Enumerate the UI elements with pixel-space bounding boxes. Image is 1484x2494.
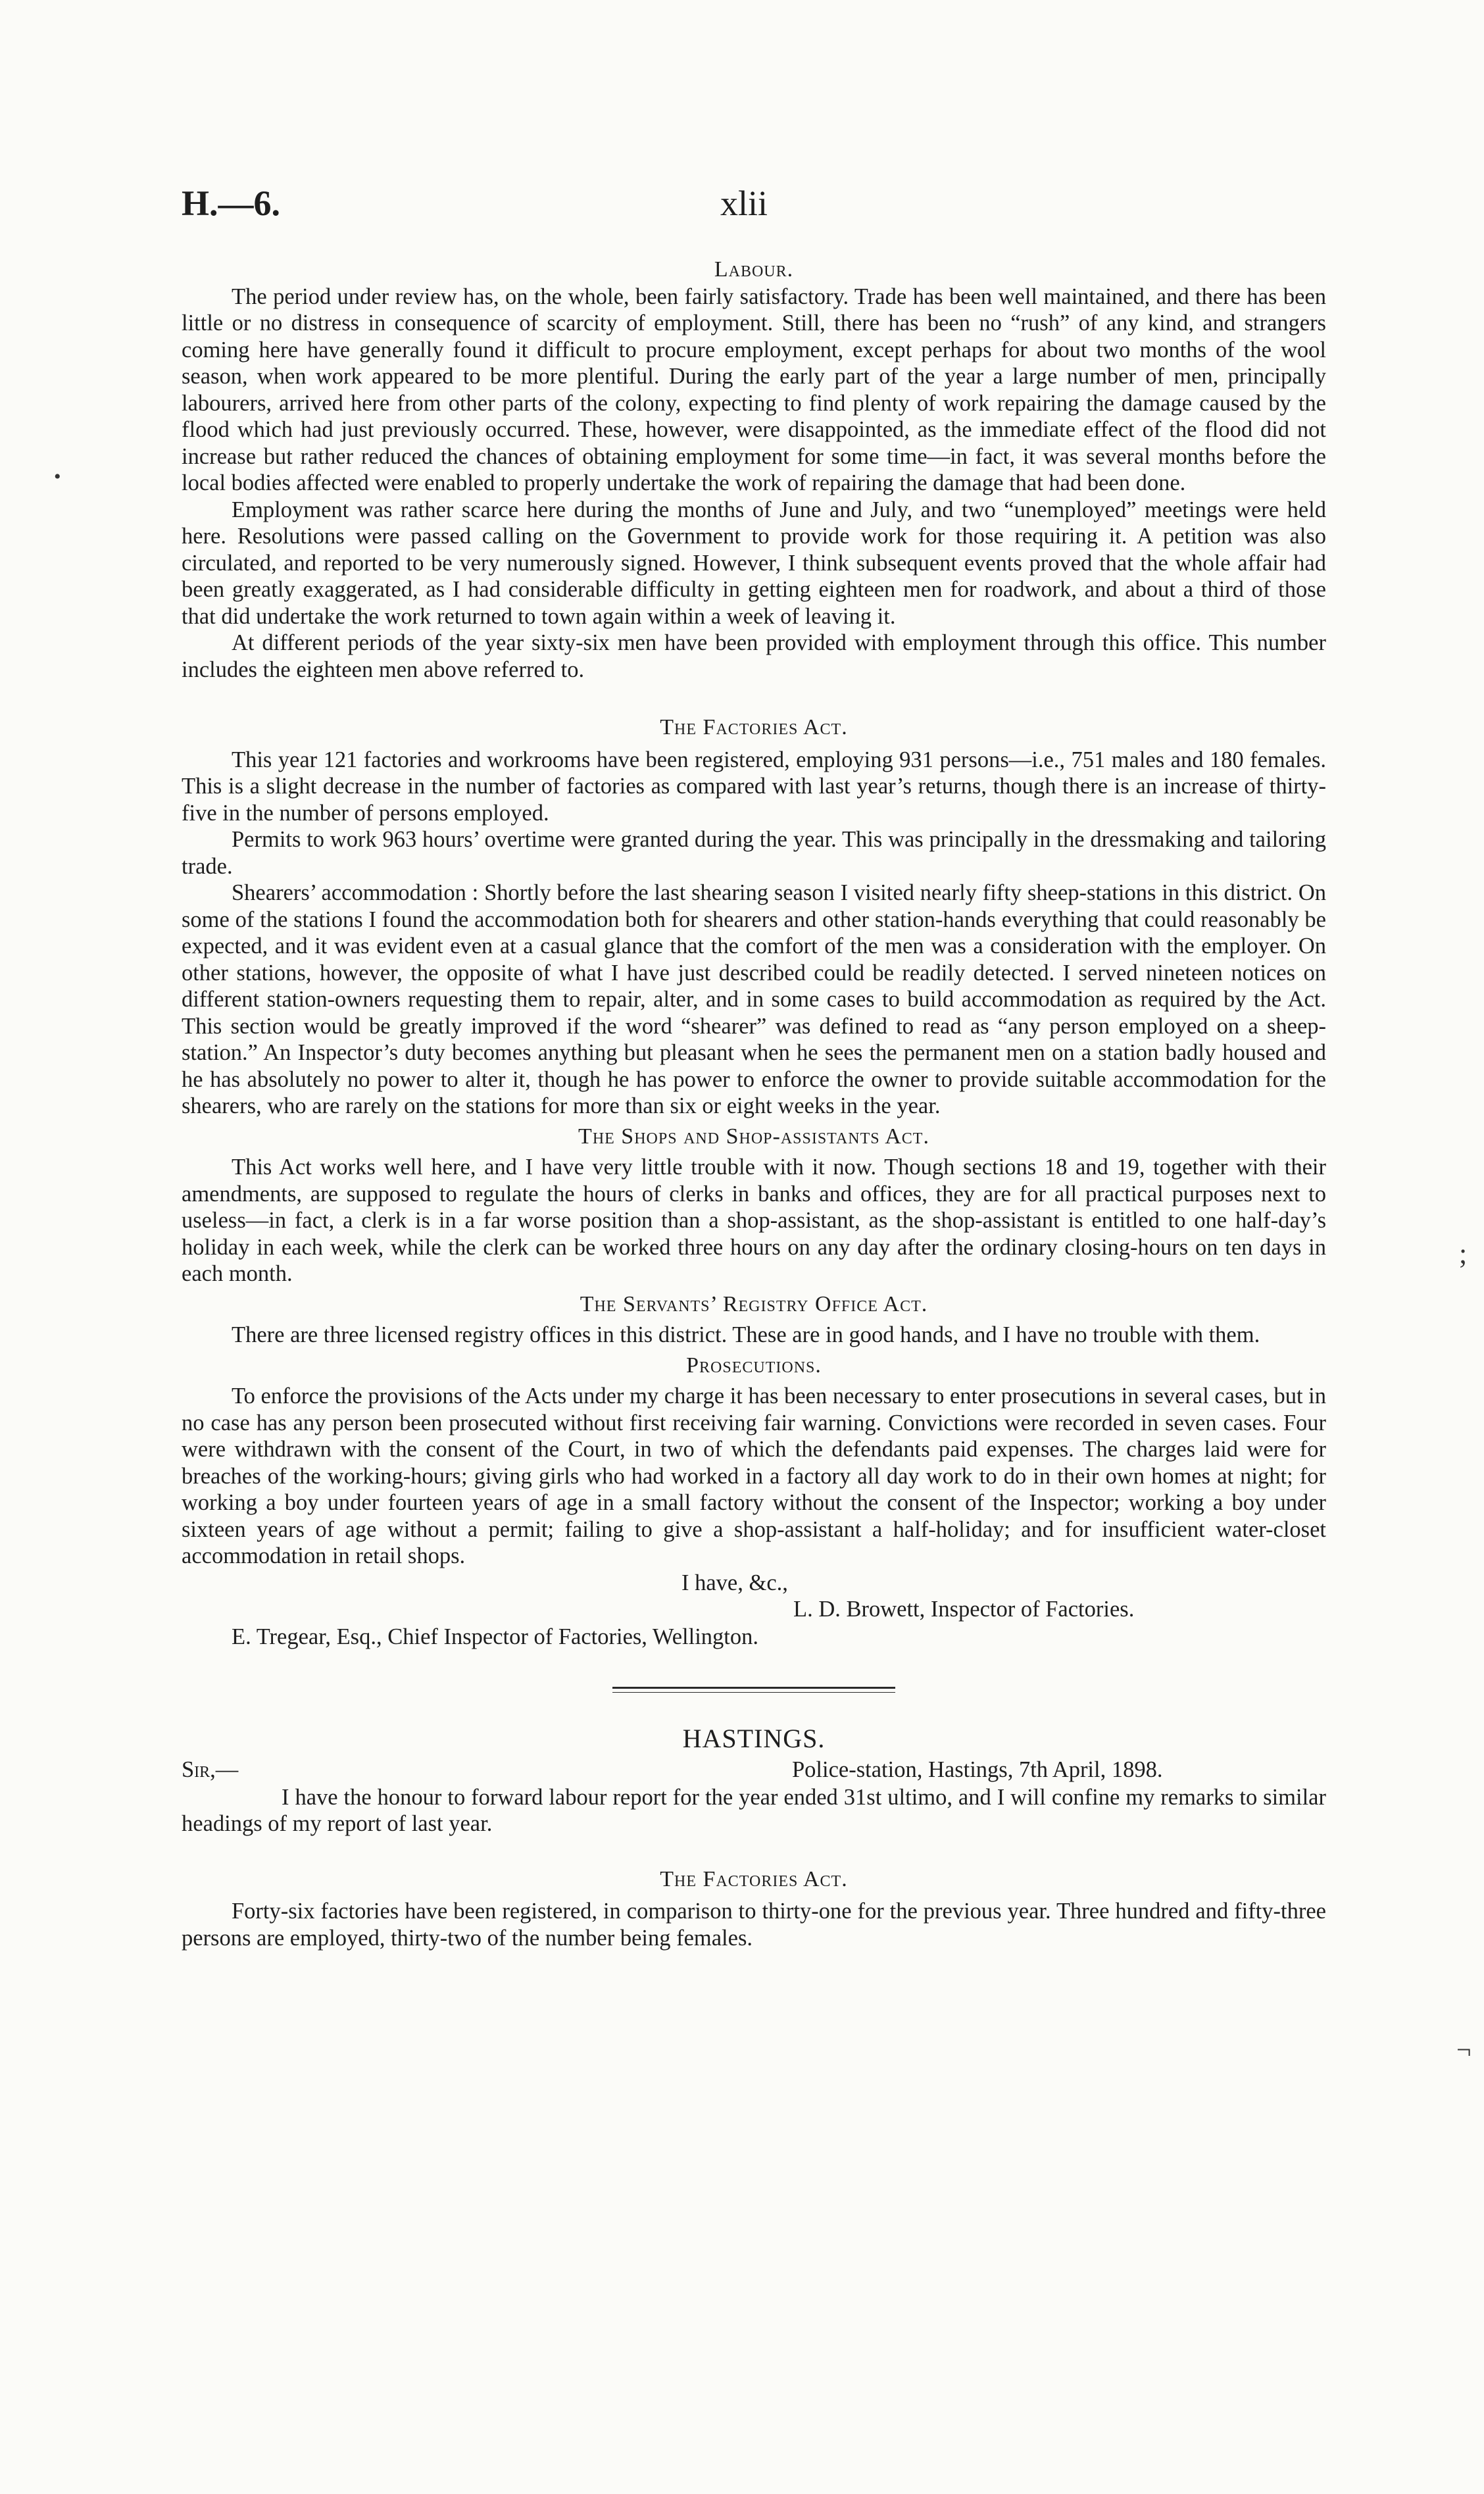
labour-heading: Labour. <box>714 257 794 282</box>
hastings-section <box>182 1726 1326 1951</box>
factories-act-section <box>182 714 1326 1120</box>
factories-act-heading: The Factories Act. <box>660 715 848 739</box>
hastings-factories-heading: The Factories Act. <box>660 1866 848 1891</box>
factories-act-paragraph-3: Shearers’ accommodation : Shortly before the last shearing season I visited nearly fifty sheep-stations in this district. On some of the stations I found the accommodation both for shearers and other station-hands everything that could reasonably be expected, and it was evident even at a casual glance that the comfort of the men was a consideration with the employer. On other stations, however, the opposite of what I have just described could be readily detected. I served nineteen notices on different station-owners requesting them to repair, alter, and in some cases to build accommodation as required by the Act. This section would be greatly improved if the word “shearer” was defined to read as “any person employed on a sheep-station.” An Inspector’s duty becomes anything but pleasant when he sees the permanent men on a station badly housed and he has absolutely no power to alter it, though he has power to enforce the owner to provide suitable accommodation for the shearers, who are rarely on the stations for more than six or eight weeks in the year. <box>182 880 1326 1118</box>
closing-line: I have, &c., <box>681 1570 788 1595</box>
servants-act-section <box>182 1291 1326 1349</box>
labour-section <box>182 257 1326 683</box>
page-number: xlii <box>720 184 768 223</box>
prosecutions-section <box>182 1353 1326 1651</box>
page-header <box>0 183 1484 229</box>
servants-act-heading: The Servants’ Registry Office Act. <box>580 1291 928 1316</box>
shops-act-section <box>182 1124 1326 1287</box>
factories-act-paragraph-1: This year 121 factories and workrooms have been registered, employing 931 persons—i.e., 751 males and 180 females. This is a slight decrease in the number of factories as compared with last year’s returns, though there is an increase of thirty-five in the number of persons employed. <box>182 747 1326 826</box>
prosecutions-paragraph-1: To enforce the provisions of the Acts under my charge it has been necessary to enter prosecutions in several cases, but in no case has any person been prosecuted without first receiving fair warning. Convictions were recorded in seven cases. Four were withdrawn with the consent of the Court, in two of which the defendants paid expenses. The charges laid were for breaches of the working-hours; giving girls who had worked in a factory all day work to do in their own homes at night; for working a boy under fourteen years of age in a small factory without the consent of the Inspector; working a boy under sixteen years of age without a permit; failing to give a shop-assistant a half-holiday; and for insufficient water-closet accommodation in retail shops. <box>182 1384 1326 1568</box>
shops-act-paragraph-1: This Act works well here, and I have very little trouble with it now. Though sections 18 and 19, together with their amendments, are supposed to regulate the hours of clerks in banks and offices, they are for all practical purposes next to useless—in fact, a clerk is in a far worse position than a shop-assistant, as the shop-assistant is entitled to one half-day’s holiday in each week, while the clerk can be worked three hours on any day after the ordinary closing-hours on ten days in each month. <box>182 1155 1326 1286</box>
shops-act-heading: The Shops and Shop-assistants Act. <box>578 1124 929 1149</box>
dateline: Police-station, Hastings, 7th April, 1898. <box>792 1757 1163 1782</box>
servants-act-paragraph-1: There are three licensed registry offices in this district. These are in good hands, and I have no trouble with them. <box>232 1322 1260 1347</box>
margin-mark-right: ; <box>1459 1237 1468 1270</box>
signature: L. D. Browett, Inspector of Factories. <box>793 1596 1135 1622</box>
margin-speck: • <box>54 466 61 487</box>
labour-paragraph-1: The period under review has, on the whole, been fairly satisfactory. Trade has been well maintained, and there has been little or no distress in consequence of scarcity of employment. Still, there has been no “rush” of any kind, and strangers coming here have generally found it difficult to procure employment, except perhaps for about two months of the wool season, when work appeared to be more plentiful. During the early part of the year a large number of men, principally labourers, arrived here from other parts of the colony, expecting to find plenty of work repairing the damage caused by the flood which had just previously occurred. These, however, were disappointed, as the immediate effect of the flood did not increase but rather reduced the chances of obtaining employment for some time—in fact, it was several months before the local bodies affected were enabled to properly undertake the work of repairing the damage that had been done. <box>182 284 1326 495</box>
report-body <box>182 257 1326 1951</box>
labour-paragraph-3: At different periods of the year sixty-six men have been provided with employment through this office. This number includes the eighteen men above referred to. <box>182 630 1326 682</box>
salutation-row <box>182 1757 1326 1784</box>
factories-act-paragraph-2: Permits to work 963 hours’ overtime were granted during the year. This was principally in the dressmaking and tailoring trade. <box>182 827 1326 879</box>
sign-off <box>182 1570 1326 1624</box>
addressee: E. Tregear, Esq., Chief Inspector of Factories, Wellington. <box>232 1624 759 1649</box>
section-separator <box>612 1687 895 1693</box>
report-reference: H.—6. <box>182 184 281 223</box>
salutation: Sir,— <box>182 1757 239 1782</box>
labour-paragraph-2: Employment was rather scarce here during the months of June and July, and two “unemployed” meetings were held here. Resolutions were passed calling on the Government to provide work for those requiring it. A petition was also circulated, and reported to be very numerously signed. However, I think subsequent events proved that the whole affair had been greatly exaggerated, as I had considerable difficulty in getting eighteen men for roadwork, and about a third of those that did undertake the work returned to town again within a week of leaving it. <box>182 497 1326 629</box>
hastings-factories-paragraph: Forty-six factories have been registered, in comparison to thirty-one for the previous year. Three hundred and fifty-three persons are employed, thirty-two of the number being females. <box>182 1899 1326 1951</box>
place-heading: HASTINGS. <box>682 1724 826 1753</box>
prosecutions-heading: Prosecutions. <box>686 1353 822 1378</box>
hastings-intro: I have the honour to forward labour report for the year ended 31st ultimo, and I will confine my remarks to similar headings of my report of last year. <box>182 1784 1326 1836</box>
margin-mark-right-lower: ¬ <box>1456 2035 1472 2064</box>
